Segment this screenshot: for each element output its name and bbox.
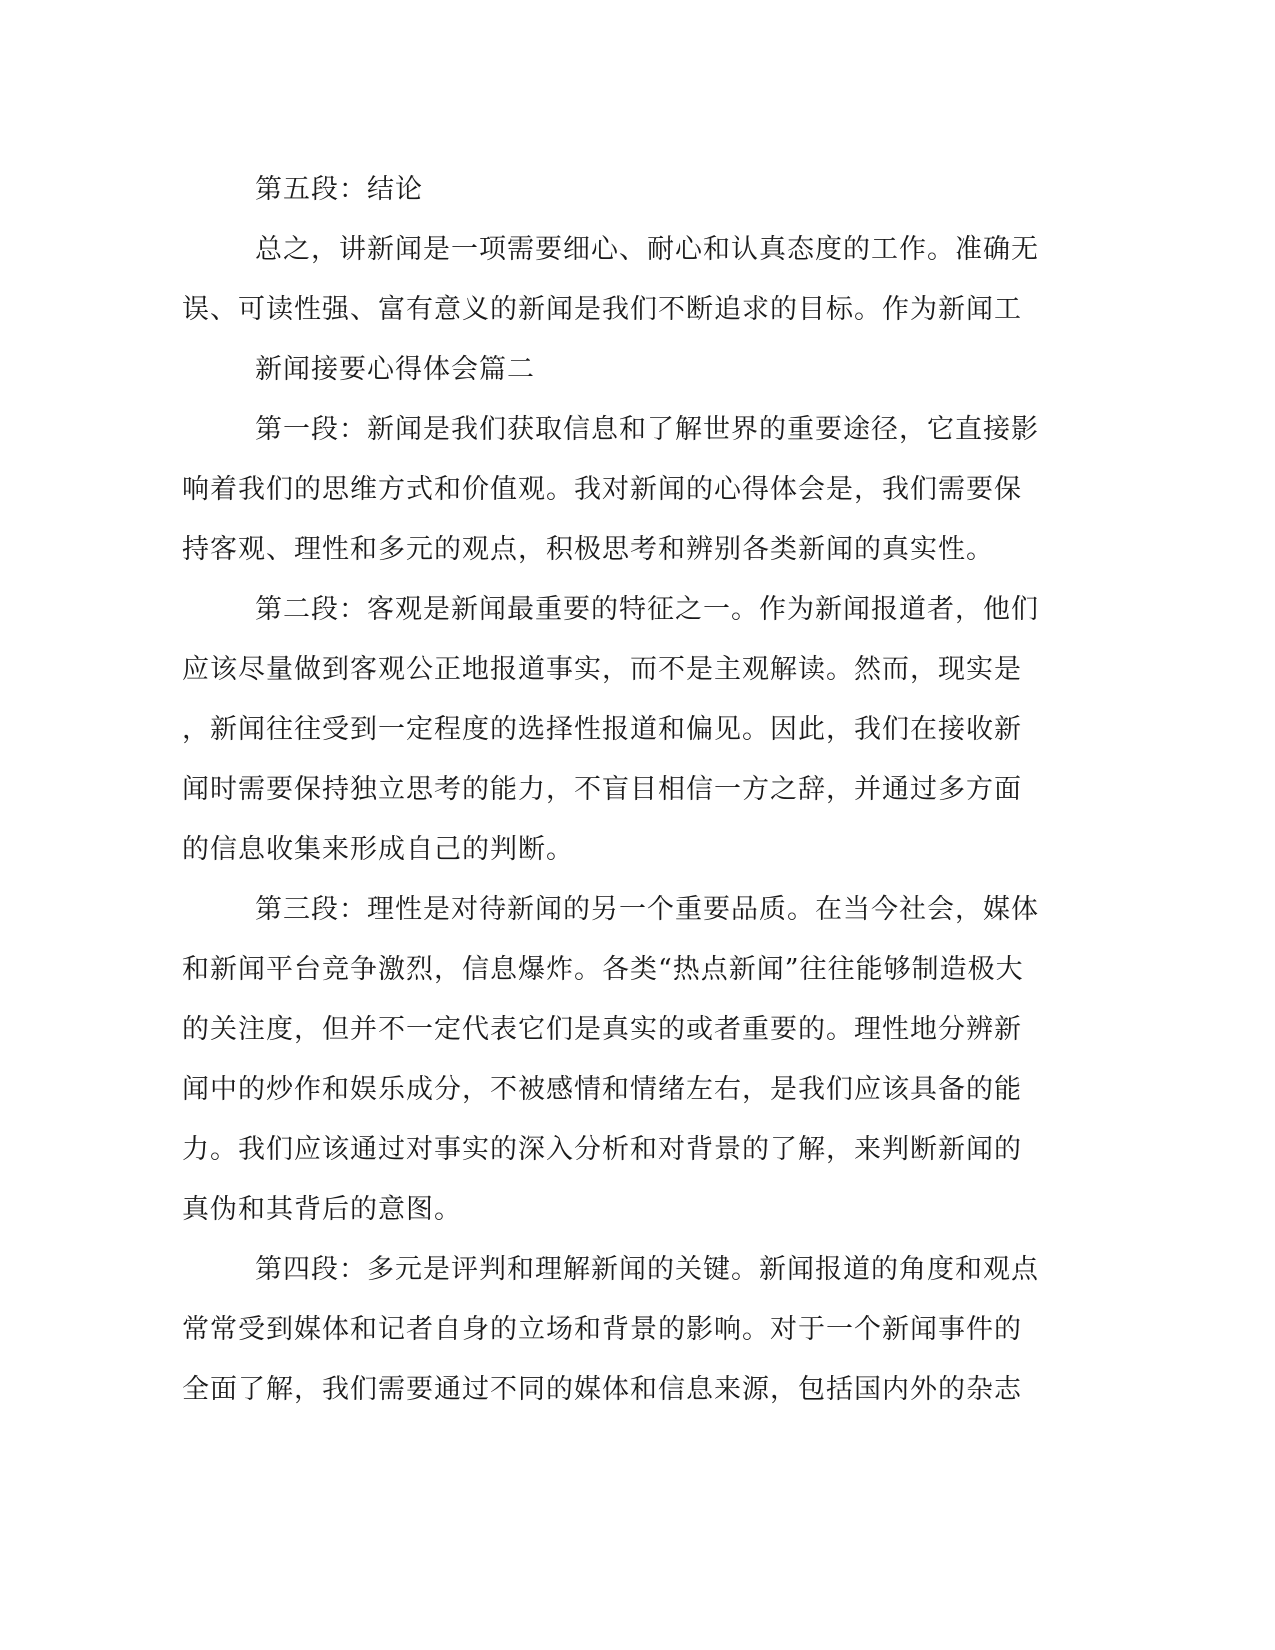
text-line: 的信息收集来形成自己的判断。 — [182, 834, 574, 865]
text-line: 误、可读性强、富有意义的新闻是我们不断追求的目标。作为新闻工 — [182, 294, 1022, 325]
paragraph-three — [182, 880, 1062, 1240]
text-line: 力。我们应该通过对事实的深入分析和对背景的了解，来判断新闻的 — [182, 1134, 1022, 1165]
text-line: 第二段：客观是新闻最重要的特征之一。作为新闻报道者，他们 — [255, 594, 1039, 625]
text-line: 真伪和其背后的意图。 — [182, 1194, 462, 1225]
text-line: 新闻接要心得体会篇二 — [255, 354, 535, 385]
text-line: 闻时需要保持独立思考的能力，不盲目相信一方之辞，并通过多方面 — [182, 774, 1022, 805]
text-line: 应该尽量做到客观公正地报道事实，而不是主观解读。然而，现实是 — [182, 654, 1022, 685]
text-line: 全面了解，我们需要通过不同的媒体和信息来源，包括国内外的杂志 — [182, 1374, 1022, 1405]
text-line: 闻中的炒作和娱乐成分，不被感情和情绪左右，是我们应该具备的能 — [182, 1074, 1022, 1105]
paragraph-conclusion-heading — [182, 160, 1062, 220]
paragraph-one — [182, 400, 1062, 580]
paragraph-four — [182, 1240, 1062, 1420]
text-line: 持客观、理性和多元的观点，积极思考和辨别各类新闻的真实性。 — [182, 534, 994, 565]
text-line: 的关注度，但并不一定代表它们是真实的或者重要的。理性地分辨新 — [182, 1014, 1022, 1045]
document-body — [182, 160, 1062, 1420]
text-line: 第四段：多元是评判和理解新闻的关键。新闻报道的角度和观点 — [255, 1254, 1039, 1285]
paragraph-two — [182, 580, 1062, 880]
text-line: ，新闻往往受到一定程度的选择性报道和偏见。因此，我们在接收新 — [182, 714, 1022, 745]
text-line: 总之，讲新闻是一项需要细心、耐心和认真态度的工作。准确无 — [255, 234, 1039, 265]
text-line: 第一段：新闻是我们获取信息和了解世界的重要途径，它直接影 — [255, 414, 1039, 445]
text-line: 第五段：结论 — [255, 174, 423, 205]
text-line: 常常受到媒体和记者自身的立场和背景的影响。对于一个新闻事件的 — [182, 1314, 1022, 1345]
text-line: 响着我们的思维方式和价值观。我对新闻的心得体会是，我们需要保 — [182, 474, 1022, 505]
section-title — [182, 340, 1062, 400]
text-line: 和新闻平台竞争激烈，信息爆炸。各类“热点新闻”往往能够制造极大 — [182, 954, 1024, 985]
text-line: 第三段：理性是对待新闻的另一个重要品质。在当今社会，媒体 — [255, 894, 1039, 925]
paragraph-conclusion — [182, 220, 1062, 340]
